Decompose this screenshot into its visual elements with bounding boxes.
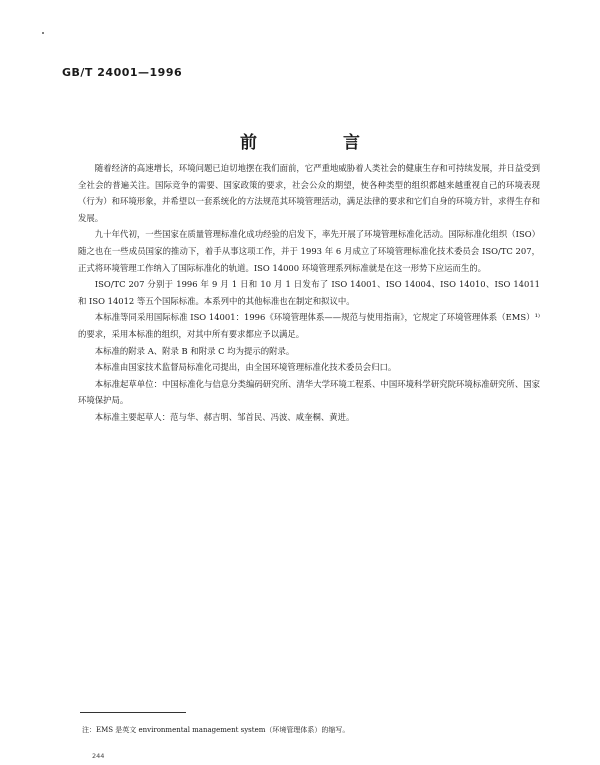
page-title: 前 言 <box>240 133 400 153</box>
standard-code: GB/T 24001—1996 <box>62 66 183 79</box>
footnote-divider <box>80 712 186 713</box>
page-number: 244 <box>92 752 105 760</box>
paragraph-1: 随着经济的高速增长，环境问题已迫切地摆在我们面前，它严重地威胁着人类社会的健康生存和可持续发展，并日益受到全社会的普遍关注。国际竞争的需要、国家政策的要求，社会公众的期望，使各种类型的组织都越来越重视自己的环境表现（行为）和环境形象，并希望以一套系统化的方法规范其环境管理活动，满足法律的要求和它们自身的环境方针，求得生存和发展。 <box>78 163 540 223</box>
paragraph-3: ISO/TC 207 分别于 1996 年 9 月 1 日和 10 月 1 日发布了 ISO 14001、ISO 14004、ISO 14010、ISO 14011 和 ISO 14012 等五个国际标准。本系列中的其他标准也在制定和拟议中。 <box>78 279 540 306</box>
footnote: 注：EMS 是英文 environmental management system（环境管理体系）的缩写。 <box>82 726 350 734</box>
paragraph-2: 九十年代初，一些国家在质量管理标准化成功经验的启发下，率先开展了环境管理标准化活动。国际标准化组织（ISO）随之也在一些成员国家的推动下，着手从事这项工作，并于 1993 年 6 月成立了环境管理标准化技术委员会 ISO/TC 207，正式将环境管理工作纳入了国际标准化的轨道。ISO 14000 环境管理系列标准就是在这一形势下应运而生的。 <box>78 229 540 273</box>
paragraph-4: 本标准等同采用国际标准 ISO 14001：1996《环境管理体系——规范与使用指南》，它规定了环境管理体系（EMS）¹⁾的要求，采用本标准的组织，对其中所有要求都应予以满足。 <box>78 312 540 339</box>
scan-speck <box>42 32 44 34</box>
paragraph-6: 本标准由国家技术监督局标准化司提出，由全国环境管理标准化技术委员会归口。 <box>94 362 397 373</box>
paragraph-7: 本标准起草单位：中国标准化与信息分类编码研究所、清华大学环境工程系、中国环境科学研究院环境标准研究所、国家环境保护局。 <box>78 378 540 406</box>
paragraph-8: 本标准主要起草人：范与华、郝吉明、邹首民、冯波、咸奎桐、黄进。 <box>94 411 355 422</box>
paragraph-5: 本标准的附录 A、附录 B 和附录 C 均为提示的附录。 <box>94 345 295 356</box>
foreword-body <box>78 160 540 426</box>
